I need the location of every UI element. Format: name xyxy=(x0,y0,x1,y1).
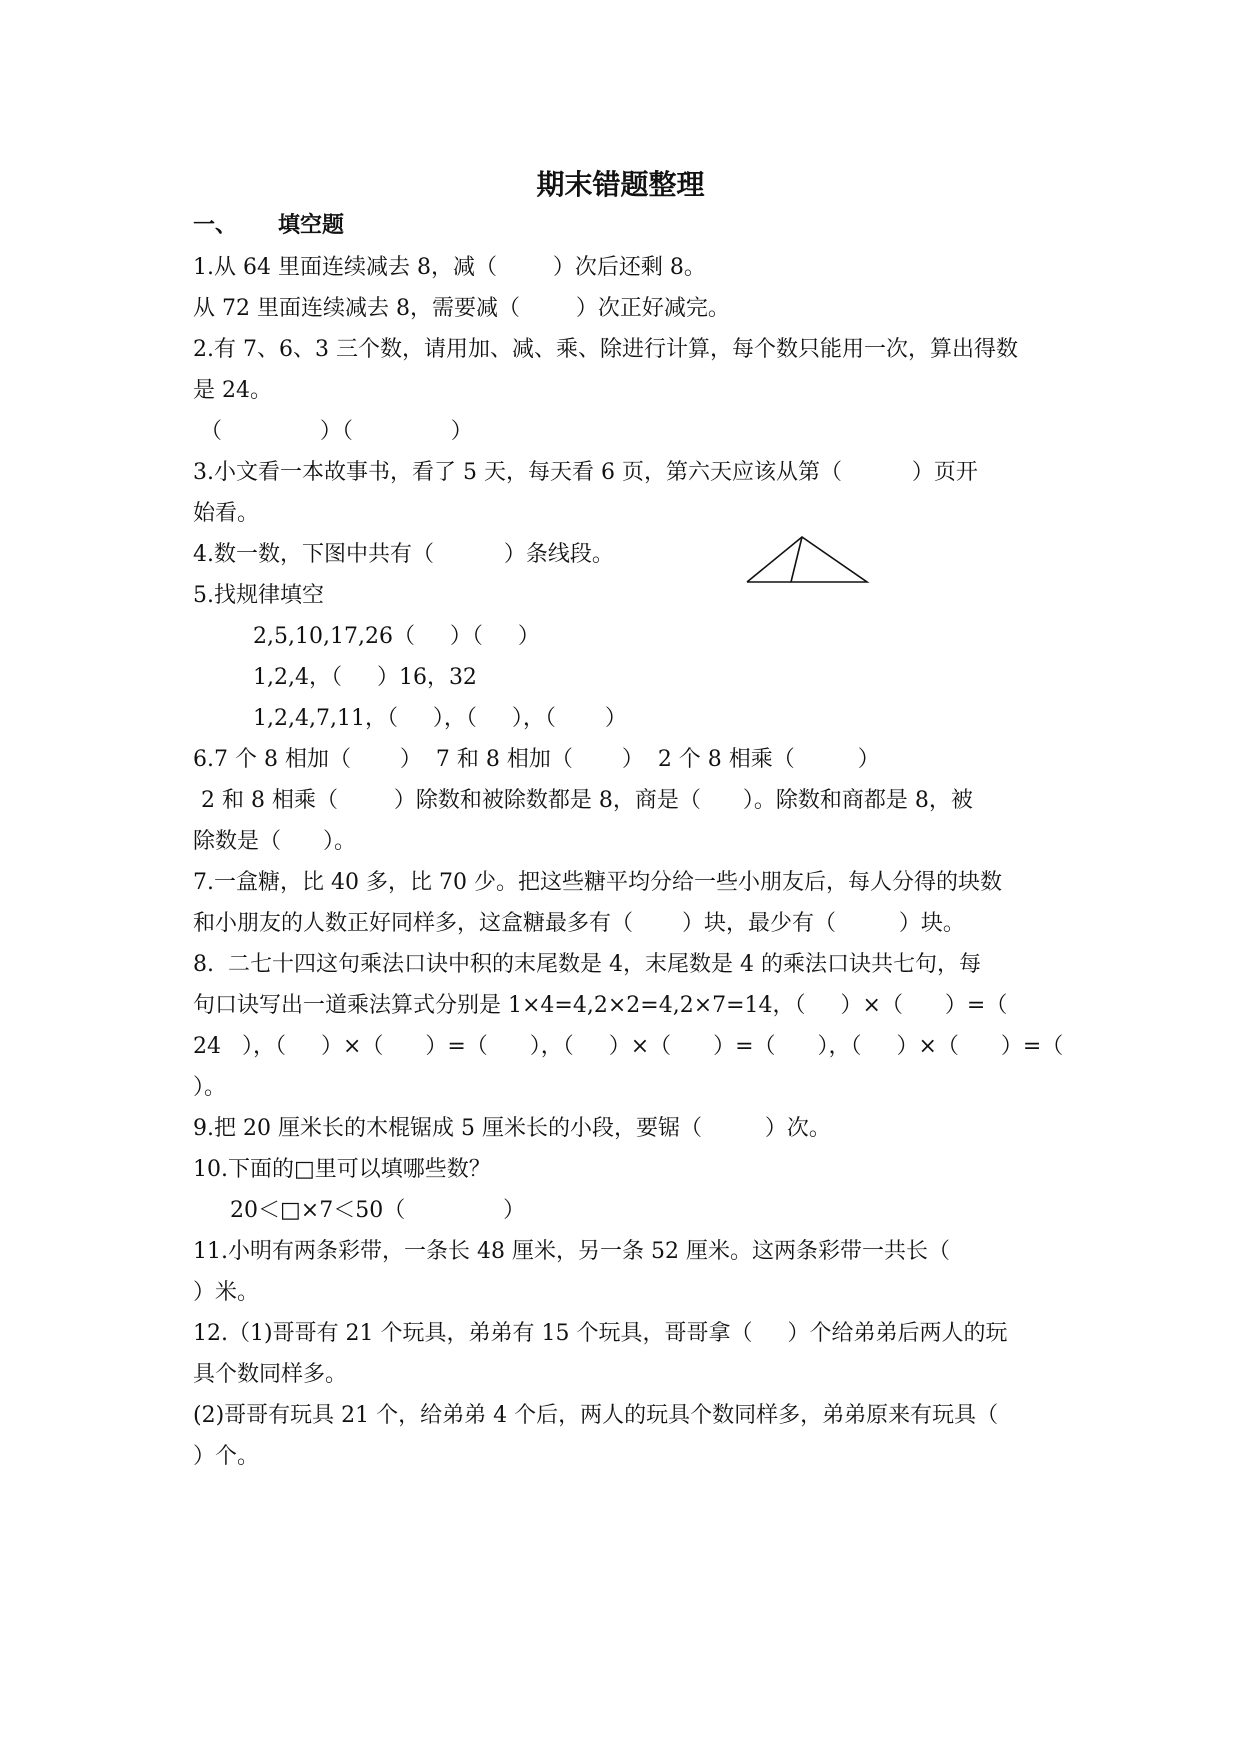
page-title: 期末错题整理 xyxy=(536,168,705,201)
question-2-answer-blanks: （ ）（ ） xyxy=(200,419,473,444)
section-heading: 填空题 xyxy=(278,213,345,238)
question-6-line-2: 2 和 8 相乘（ ）除数和被除数都是 8，商是（ ）。除数和商都是 8，被 xyxy=(201,788,973,813)
question-9: 9.把 20 厘米长的木棍锯成 5 厘米长的小段，要锯（ ）次。 xyxy=(193,1116,831,1141)
question-6-line-1: 6.7 个 8 相加（ ） 7 和 8 相加（ ） 2 个 8 相乘（ ） xyxy=(193,747,880,772)
question-8-line-1: 8. 二七十四这句乘法口诀中积的末尾数是 4，末尾数是 4 的乘法口诀共七句，每 xyxy=(193,952,981,977)
question-11-line-2: ）米。 xyxy=(193,1280,260,1305)
question-1-line-2: 从 72 里面连续减去 8，需要减（ ）次正好减完。 xyxy=(193,296,730,321)
question-6-line-3: 除数是（ ）。 xyxy=(193,829,356,854)
question-8-line-4: ）。 xyxy=(193,1075,227,1100)
question-8-line-3: 24 ），（ ）×（ ）=（ ），（ ）×（ ）=（ ），（ ）×（ ）=（ xyxy=(193,1034,1064,1059)
question-1-line-1: 1.从 64 里面连续减去 8，减（ ）次后还剩 8。 xyxy=(193,255,706,280)
question-8-line-2: 句口诀写出一道乘法算式分别是 1×4=4,2×2=4,2×7=14，（ ）×（ ）=（ xyxy=(193,993,1008,1018)
question-7-line-2: 和小朋友的人数正好同样多，这盒糖最多有（ ）块，最少有（ ）块。 xyxy=(193,911,965,936)
question-5-sequence-1: 2,5,10,17,26（ ）（ ） xyxy=(253,624,540,649)
question-3-line-1: 3.小文看一本故事书，看了 5 天，每天看 6 页，第六天应该从第（ ）页开 xyxy=(193,460,978,485)
question-2-line-1: 2.有 7、6、3 三个数，请用加、减、乘、除进行计算，每个数只能用一次，算出得数 xyxy=(193,337,1018,362)
question-12-line-3: (2)哥哥有玩具 21 个，给弟弟 4 个后，两人的玩具个数同样多，弟弟原来有玩具（ xyxy=(193,1403,999,1428)
question-7-line-1: 7.一盒糖，比 40 多，比 70 少。把这些糖平均分给一些小朋友后，每人分得的块数 xyxy=(193,870,1002,895)
question-5-heading: 5.找规律填空 xyxy=(193,583,324,608)
triangle-diagram xyxy=(745,535,870,585)
section-number: 一、 xyxy=(193,213,238,238)
question-10-line-1: 10.下面的□里可以填哪些数？ xyxy=(193,1157,491,1182)
question-10-line-2: 20＜□×7＜50（ ） xyxy=(230,1198,526,1223)
question-12-line-4: ）个。 xyxy=(193,1444,260,1469)
question-12-line-2: 具个数同样多。 xyxy=(193,1362,348,1387)
question-5-sequence-2: 1,2,4，（ ）16，32 xyxy=(253,665,477,690)
question-2-line-2: 是 24。 xyxy=(193,378,272,403)
question-5-sequence-3: 1,2,4,7,11，（ ），（ ），（ ） xyxy=(253,706,627,731)
question-12-line-1: 12.（1)哥哥有 21 个玩具，弟弟有 15 个玩具，哥哥拿（ ）个给弟弟后两人的玩 xyxy=(193,1321,1008,1346)
question-11-line-1: 11.小明有两条彩带，一条长 48 厘米，另一条 52 厘米。这两条彩带一共长（ xyxy=(193,1239,950,1264)
question-3-line-2: 始看。 xyxy=(193,501,260,526)
question-4: 4.数一数，下图中共有（ ）条线段。 xyxy=(193,542,614,567)
